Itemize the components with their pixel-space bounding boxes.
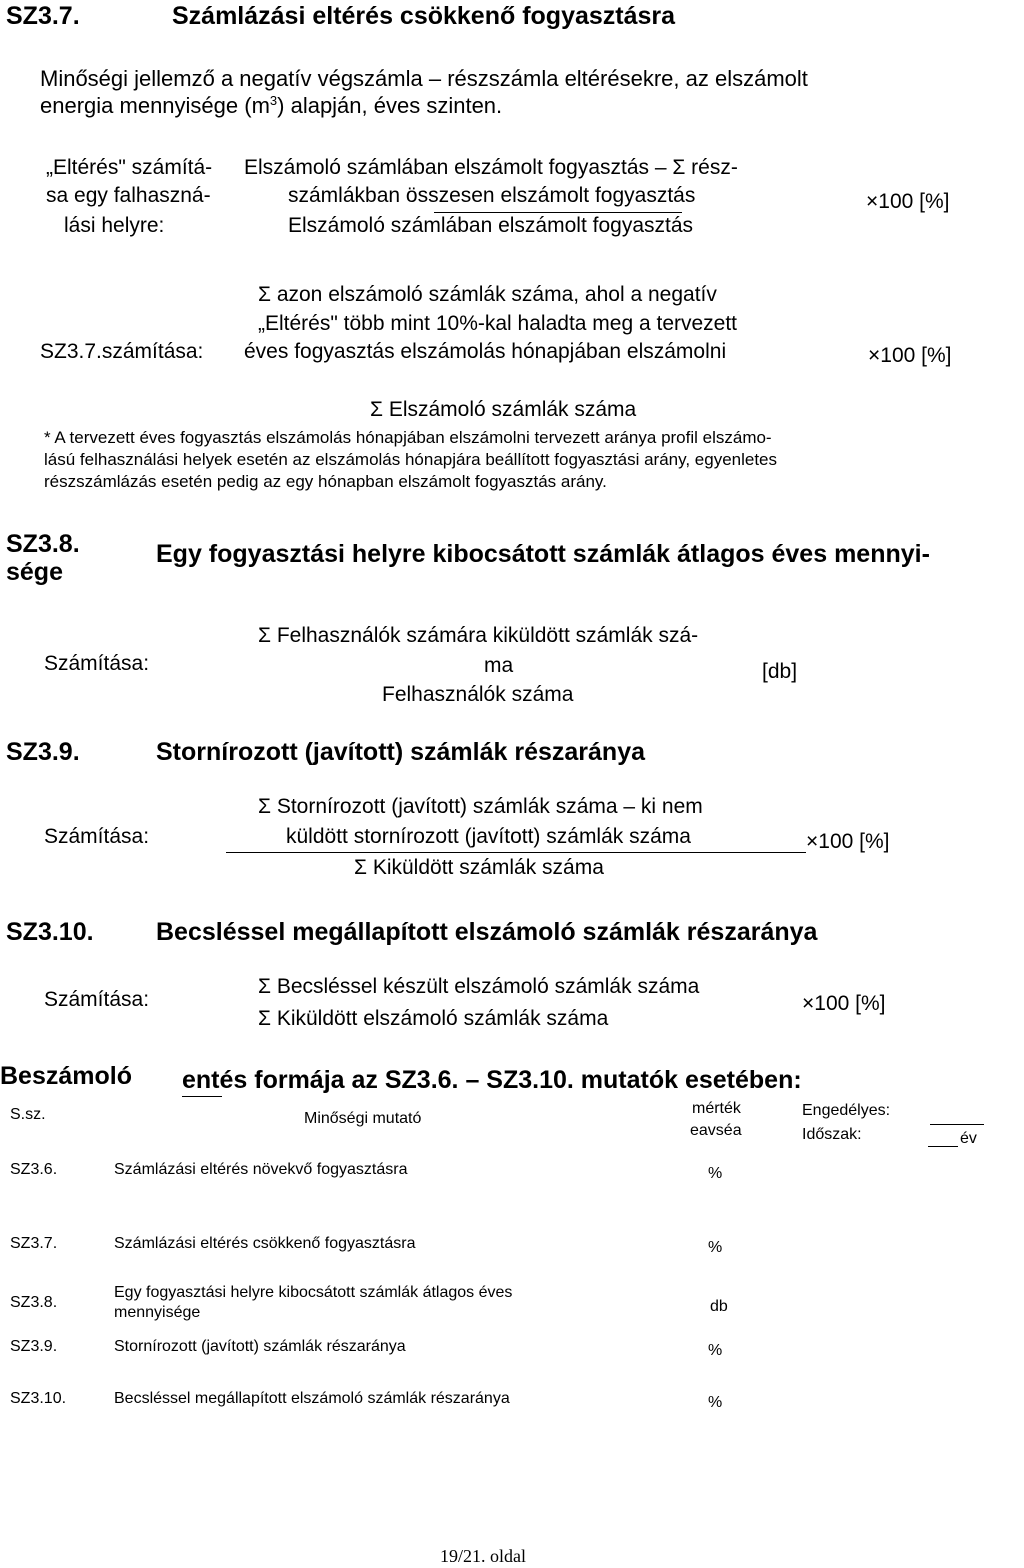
- sz39-numerator-line-2: küldött stornírozott (javított) számlák száma: [286, 825, 691, 848]
- report-heading-right: entés formája az SZ3.6. – SZ3.10. mutatók esetében:: [182, 1066, 802, 1094]
- description-line-1: Minőségi jellemző a negatív végszámla – részszámla eltérésekre, az elszámolt: [40, 66, 808, 91]
- elteres-numerator-line-2: számlákban összesen elszámolt fogyasztás: [288, 184, 696, 207]
- calc-label: SZ3.7.számítása:: [40, 340, 204, 363]
- calc-unit: ×100 [%]: [868, 344, 952, 367]
- idoszak-blank: [928, 1146, 958, 1147]
- section-code-sz38: SZ3.8.: [6, 530, 80, 558]
- sz310-calc-label: Számítása:: [44, 988, 150, 1011]
- sz38-numerator-line-2: ma: [484, 654, 514, 677]
- sz39-calc-label: Számítása:: [44, 825, 150, 848]
- elteres-denominator: Elszámoló számlában elszámolt fogyasztás: [288, 214, 694, 237]
- calc-numerator-line-3: éves fogyasztás elszámolás hónapjában elszámolni: [244, 340, 727, 363]
- row-code: SZ3.8.: [10, 1294, 58, 1311]
- row-name-cont: mennyisége: [114, 1304, 201, 1321]
- row-name: Számlázási eltérés csökkenő fogyasztásra: [114, 1235, 416, 1252]
- calc-denominator: Σ Elszámoló számlák száma: [370, 398, 637, 421]
- description-line-2: energia mennyisége $(m^3)$ alapján, éves szinten.: [40, 93, 503, 118]
- sz38-numerator-line-1: Σ Felhasználók számára kiküldött számlák szá-: [258, 624, 699, 647]
- ev-label: év: [960, 1130, 977, 1147]
- footnote-line-1: * A tervezett éves fogyasztás elszámolás hónapjában elszámolni tervezett aránya profil elszámo-: [44, 428, 772, 447]
- elteres-label-line-1: „Eltérés" számítá-: [46, 156, 213, 179]
- footnote-line-2: lású felhasználási helyek esetén az elszámolás hónapjára beállított fogyasztási arány, egyenletes: [44, 450, 778, 469]
- calc-numerator-line-1: Σ azon elszámoló számlák száma, ahol a negatív: [258, 283, 717, 306]
- calc-numerator-line-2: „Eltérés" több mint 10%-kal haladta meg a tervezett: [258, 312, 738, 335]
- column-header-egyseg: eavséa: [690, 1122, 742, 1139]
- fraction-line: [434, 212, 682, 213]
- sz38-calc-label: Számítása:: [44, 652, 150, 675]
- sz39-numerator-line-1: Σ Stornírozott (javított) számlák száma – ki nem: [258, 795, 703, 818]
- row-unit: %: [708, 1342, 723, 1359]
- section-title-sz37: Számlázási eltérés csökkenő fogyasztásra: [172, 2, 676, 30]
- column-header-mutato: Minőségi mutató: [304, 1110, 422, 1127]
- row-name: Stornírozott (javított) számlák részaránya: [114, 1338, 406, 1355]
- sz39-unit: ×100 [%]: [806, 830, 890, 853]
- section-title-sz38: Egy fogyasztási helyre kibocsátott számlák átlagos éves mennyi-: [156, 540, 930, 568]
- page-number: 19/21. oldal: [440, 1546, 526, 1566]
- sz310-denominator: Σ Kiküldött elszámoló számlák száma: [258, 1007, 609, 1030]
- section-title-sz39: Stornírozott (javított) számlák részaránya: [156, 738, 646, 766]
- section-code-sz310: SZ3.10.: [6, 918, 94, 946]
- section-code-sz37: SZ3.7.: [6, 2, 80, 30]
- elteres-label-line-2: sa egy falhaszná-: [46, 184, 211, 207]
- sz39-denominator: Σ Kiküldött számlák száma: [354, 856, 604, 879]
- section-title-sz38-cont: sége: [6, 558, 63, 586]
- heading-underline: [182, 1096, 222, 1097]
- row-code: SZ3.9.: [10, 1338, 58, 1355]
- sz310-unit: ×100 [%]: [802, 992, 886, 1015]
- row-code: SZ3.10.: [10, 1390, 67, 1407]
- column-header-mertek: mérték: [692, 1100, 741, 1117]
- section-title-sz310: Becsléssel megállapított elszámoló számlák részaránya: [156, 918, 818, 946]
- row-unit: %: [708, 1239, 723, 1256]
- elteres-unit: ×100 [%]: [866, 190, 950, 213]
- row-name: Egy fogyasztási helyre kibocsátott számlák átlagos éves: [114, 1284, 513, 1301]
- idoszak-label: Időszak:: [802, 1126, 862, 1143]
- sz310-numerator: Σ Becsléssel készült elszámoló számlák száma: [258, 975, 700, 998]
- engedelyes-label: Engedélyes:: [802, 1102, 891, 1119]
- sz38-unit: [db]: [762, 660, 798, 683]
- engedelyes-blank: [930, 1124, 984, 1125]
- row-unit: %: [708, 1165, 723, 1182]
- report-heading-left: Beszámoló: [0, 1062, 132, 1090]
- elteres-label-line-3: lási helyre:: [64, 214, 165, 237]
- row-unit: %: [708, 1394, 723, 1411]
- row-unit: db: [710, 1298, 728, 1315]
- footnote-line-3: részszámlázás esetén pedig az egy hónapban elszámolt fogyasztás arány.: [44, 472, 607, 491]
- row-name: Számlázási eltérés növekvő fogyasztásra: [114, 1161, 408, 1178]
- row-code: SZ3.7.: [10, 1235, 58, 1252]
- fraction-line: [226, 852, 806, 853]
- row-name: Becsléssel megállapított elszámoló számlák részaránya: [114, 1390, 510, 1407]
- sz38-denominator: Felhasználók száma: [382, 683, 574, 706]
- row-code: SZ3.6.: [10, 1161, 58, 1178]
- section-code-sz39: SZ3.9.: [6, 738, 80, 766]
- column-header-ssz: S.sz.: [10, 1106, 46, 1123]
- elteres-numerator-line-1: Elszámoló számlában elszámolt fogyasztás – Σ rész-: [244, 156, 738, 179]
